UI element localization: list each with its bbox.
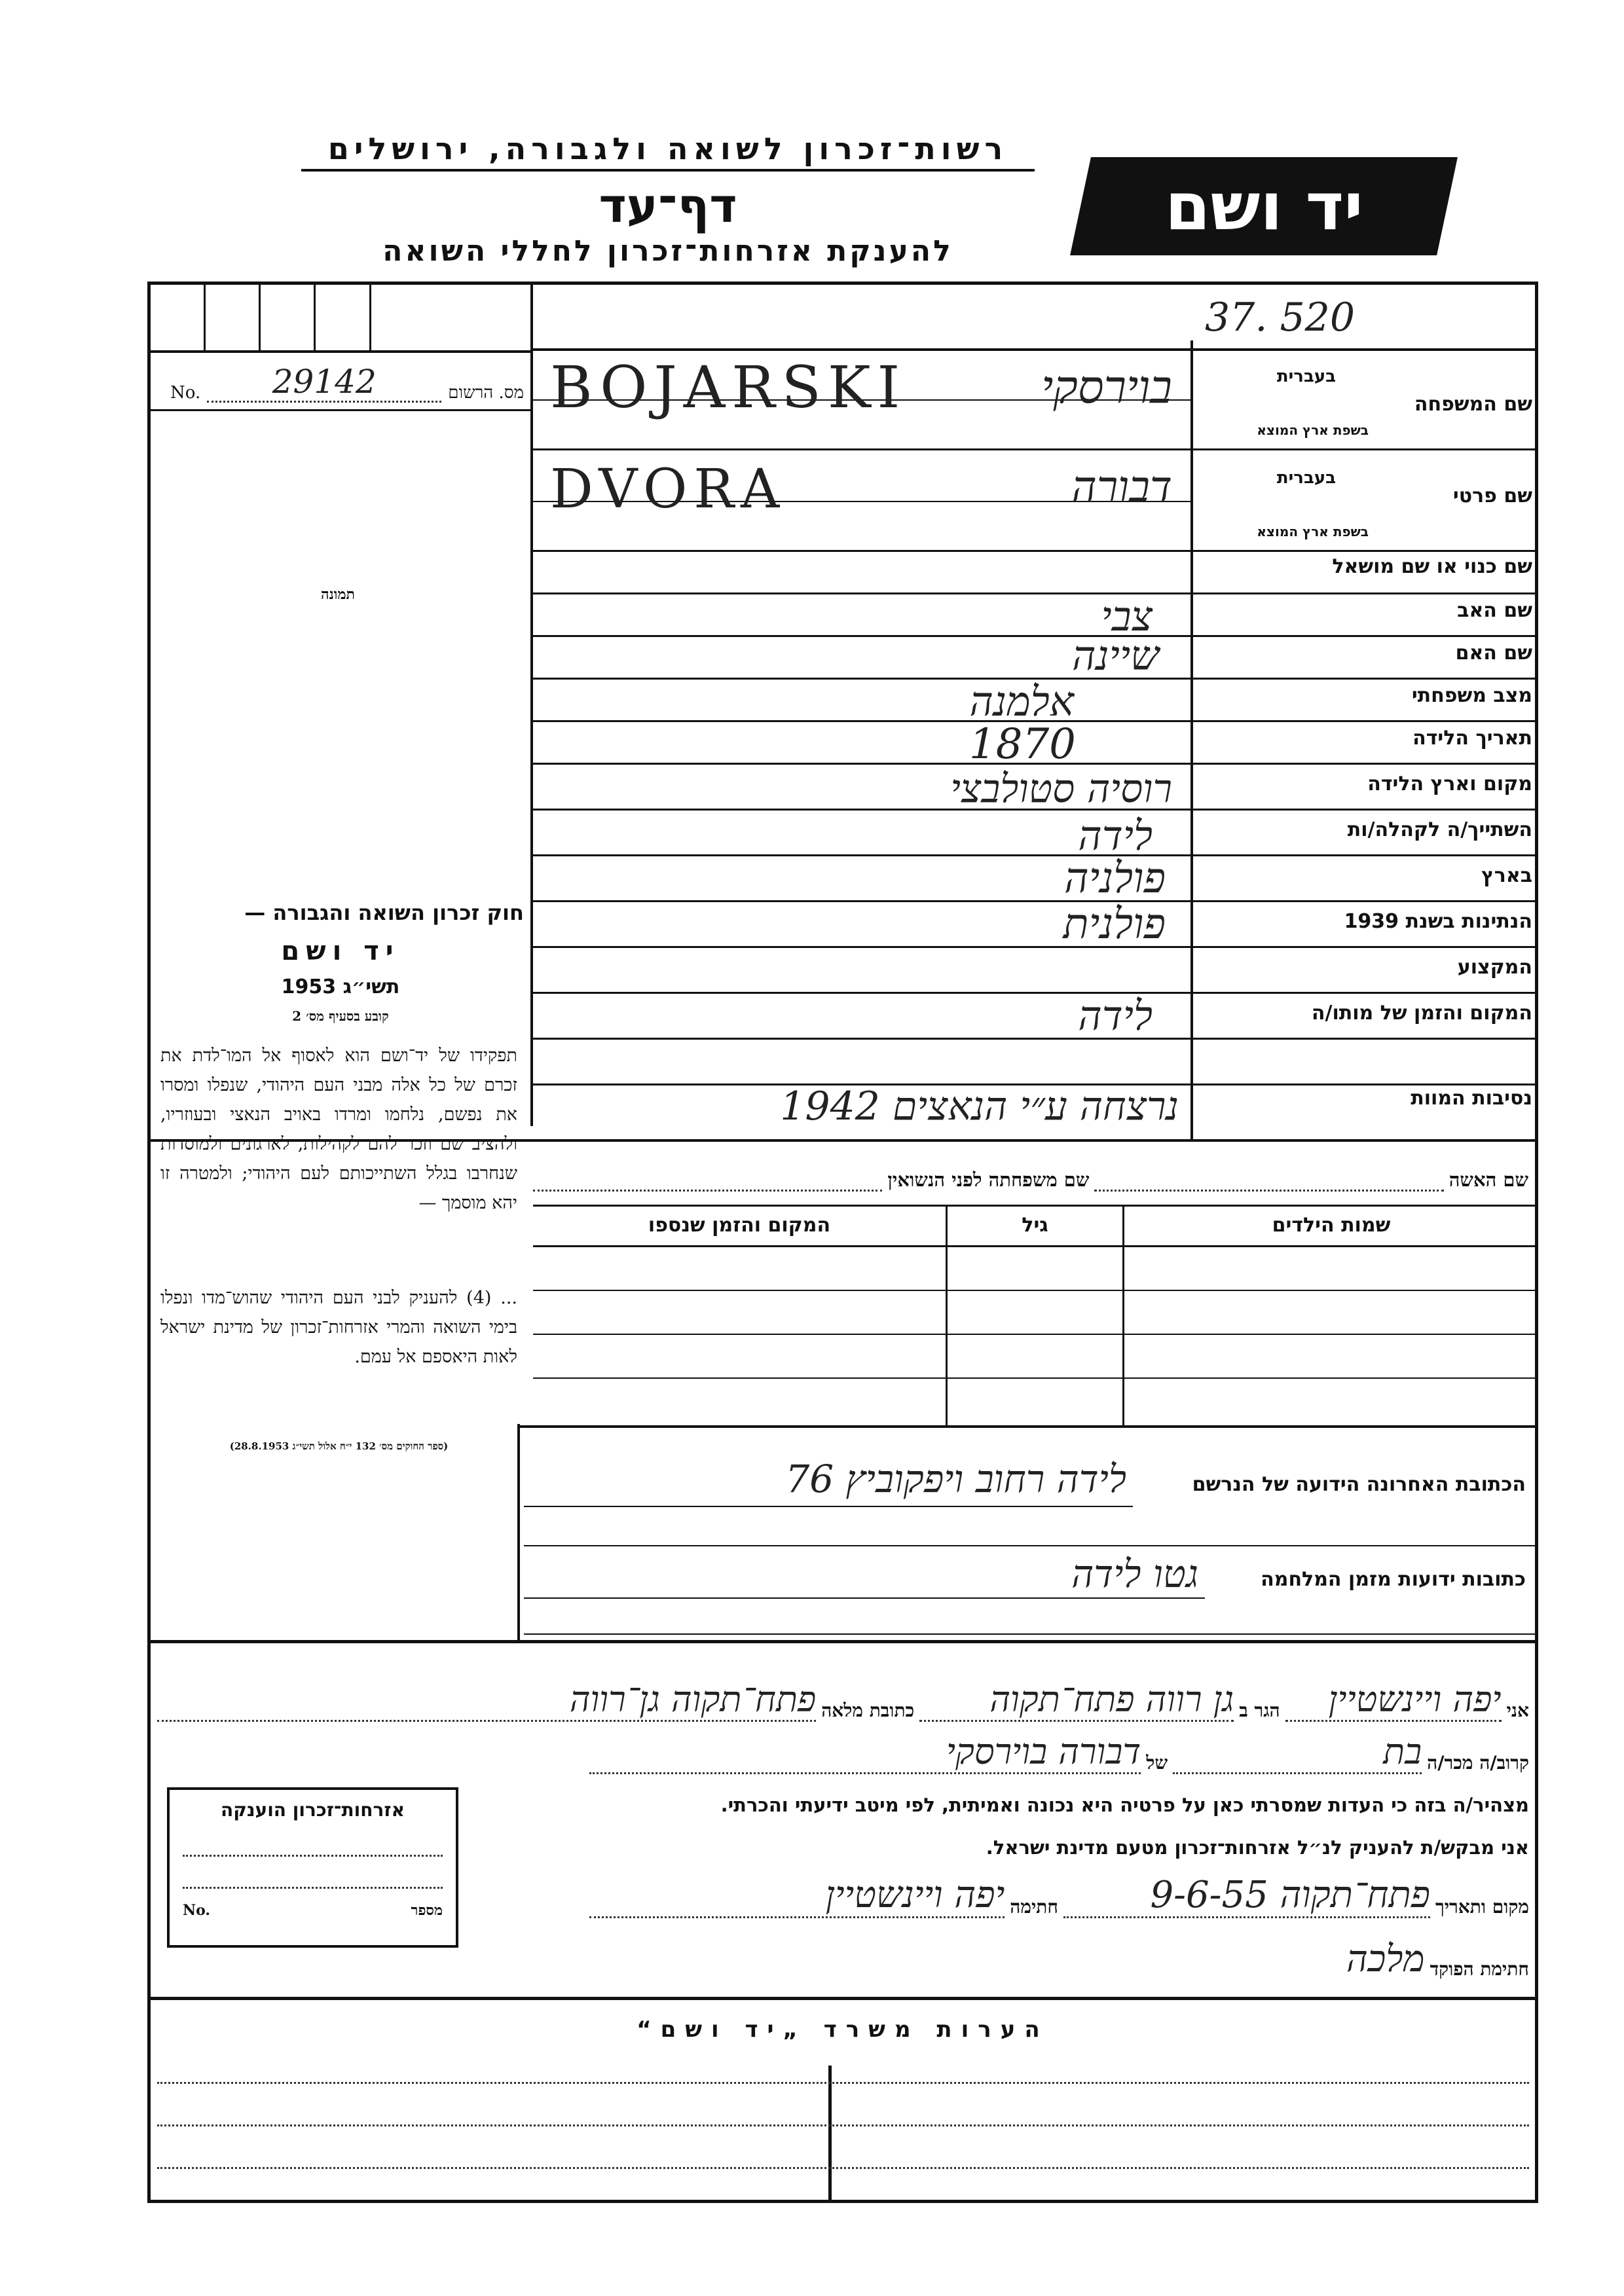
declaration-line-5	[589, 1869, 1529, 1918]
citizenship-no-label: No.	[183, 1902, 211, 1919]
death-circumstances-label: נסיבות המוות	[1411, 1087, 1532, 1110]
office-notes-title: הערות משרד „יד ושם“	[637, 2016, 1049, 2043]
law-reference: (ספר החוקים מס׳ 132 י״ח אלול תשי״ג 28.8.1953)	[229, 1440, 449, 1452]
photo-label: תמונה	[321, 586, 355, 603]
surname-hebrew-label: בעברית	[1276, 367, 1336, 386]
country-value: פולניה	[1064, 854, 1166, 903]
law-text-2: ... (4) להעניק לבני העם היהודי שהוש־מדו ונפלו בימי השואה והמרי אזרחות־זכרון של מדינת ישראל לאות היאספם אל עמם.	[160, 1288, 517, 1367]
law-title: חוק זכרון השואה והגבורה —	[244, 900, 524, 925]
reg-no-value: 29142	[207, 363, 441, 403]
law-clause: קובע בסעיף מס׳ 2	[292, 1008, 389, 1024]
death-place-value: לידה	[1078, 992, 1153, 1040]
clerk-signature-value: מלכה	[1346, 1938, 1425, 1980]
citizenship-1939-label: הנתינות בשנת 1939	[1344, 910, 1532, 933]
col-place-time: המקום והזמן שנספו	[648, 1214, 831, 1237]
marital-status-label: מצב משפחתי	[1411, 684, 1532, 707]
last-address-value: לידה רחוב ויפקוביץ 76	[785, 1457, 1126, 1501]
citizenship-number-label: מספר	[411, 1902, 443, 1919]
resident-value: גן רווה פתח־תקוה	[919, 1679, 1234, 1722]
birthplace-label: מקום וארץ הלידה	[1367, 773, 1532, 795]
citizenship-granted-box	[167, 1787, 458, 1948]
relation-label: קרוב/ה מכר/ה	[1427, 1752, 1529, 1774]
full-address-value: פתח־תקוה גן־רווה	[157, 1679, 816, 1722]
col-children-names: שמות הילדים	[1272, 1214, 1391, 1237]
marital-status-value: אלמנה	[969, 678, 1074, 725]
firstname-origin-label: בשפת ארץ המוצא	[1257, 524, 1369, 539]
of-label: של	[1146, 1752, 1168, 1774]
relation-value: בת	[1173, 1731, 1422, 1774]
maiden-name-field	[533, 1190, 882, 1192]
war-address-label: כתובות ידועות מזמן המלחמה	[1261, 1568, 1526, 1591]
last-address-label: הכתובת האחרונה הידועה של הנרשם	[1192, 1473, 1526, 1496]
surname-hebrew-value: בוירסקי	[1041, 360, 1172, 414]
war-address-value: גטו לידה	[1071, 1552, 1198, 1596]
declaration-line-6	[367, 1935, 1529, 1980]
clerk-signature-label: חתימת הפוקד	[1430, 1958, 1529, 1980]
nickname-label: שם כנוי או שם מושאל	[1332, 555, 1532, 578]
community-label: השתייך/ה לקהלה/ות	[1347, 818, 1532, 841]
signature-value: יפה ויינשטיין	[589, 1874, 1005, 1918]
declaration-statement: מצהיר/ה בזה כי העדות שמסרתי כאן על פרטיה היא נכונה ואמיתית, לפי מיטב ידיעתי והכרתי.	[720, 1794, 1529, 1816]
birthplace-value: רוסיה סטולבצי	[950, 766, 1172, 812]
community-value: לידה	[1078, 812, 1153, 860]
declarant-name: יפה ויינשטיין	[1285, 1679, 1502, 1722]
mother-label: שם האם	[1455, 642, 1532, 665]
declaration-request: אני מבקש/ת להעניק לנ״ל אזרחות־זכרון מטעם מדינת ישראל.	[986, 1836, 1529, 1859]
children-table	[533, 1206, 1538, 1425]
death-place-label: המקום והזמן של מותו/ה	[1311, 1002, 1532, 1025]
father-label: שם האב	[1457, 599, 1532, 622]
resident-label: הגר ב	[1239, 1700, 1280, 1721]
death-circumstances-value: נרצחה ע״י הנאצים 1942	[780, 1084, 1179, 1129]
country-label: בארץ	[1481, 864, 1532, 887]
law-text-1: תפקידו של יד־ושם הוא לאסוף אל המו־לדת את זכרם של כל אלה מבני העם היהודי, שנפלו ומסרו את נפשם, נלחמו ומרדו באויב הנאצי ובעוזריו, ולהציב שם וזכר להם לקהילות, לארגונים ולמוסדות שנחרבו בגלל השתייכותם לעם היהודי; ולמטרה זו יהא מוסמך —	[160, 1046, 517, 1213]
surname-origin-label: בשפת ארץ המוצא	[1257, 422, 1369, 438]
place-date-value: פתח־תקוה 9-6-55	[1063, 1874, 1430, 1918]
reg-no-label: No.	[170, 383, 201, 403]
form-subtitle: להענקת אזרחות־זכרון לחללי השואה	[382, 234, 953, 268]
firstname-hebrew-value: דבורה	[1071, 462, 1172, 512]
law-org: יד ושם	[281, 936, 400, 966]
declaration-line-1	[157, 1676, 1529, 1722]
birthdate-label: תאריך הלידה	[1412, 727, 1532, 750]
office-notes-lines	[157, 2062, 1529, 2200]
mother-value: שיינה	[1072, 632, 1159, 680]
full-address-label: כתובת מלאה	[821, 1700, 915, 1721]
firstname-hebrew-label: בעברית	[1276, 468, 1336, 488]
wife-label: שם האשה	[1449, 1169, 1528, 1191]
law-year: תשי״ג 1953	[281, 975, 400, 998]
father-value: צבי	[1101, 592, 1153, 640]
maiden-name-label: שם משפחתה לפני הנשואין	[887, 1169, 1090, 1191]
form-title: דף־עד	[599, 178, 737, 233]
place-date-label: מקום ותאריך	[1435, 1896, 1529, 1918]
declaration-line-2	[589, 1728, 1529, 1774]
birthdate-value: 1870	[969, 720, 1076, 769]
profession-label: המקצוע	[1457, 956, 1532, 979]
col-age: גיל	[1022, 1214, 1048, 1237]
logo-text: יד ושם	[1164, 168, 1363, 245]
citizenship-box-title: אזרחות־זכרון הוענקה	[221, 1799, 405, 1821]
tick-boxes	[151, 282, 530, 353]
citizenship-1939-value: פולנית	[1063, 900, 1166, 949]
of-value: דבורה בוירסקי	[589, 1731, 1141, 1774]
reg-label: מס. הרשום	[448, 383, 524, 403]
firstname-latin-value: DVORA	[550, 458, 786, 520]
registration-number	[170, 363, 524, 403]
handwritten-reference: 37. 520	[1205, 295, 1356, 340]
surname-label: שם המשפחה	[1414, 393, 1532, 416]
authority-title: רשות־זכרון לשואה ולגבורה, ירושלים	[301, 131, 1035, 172]
i-label: אני	[1506, 1700, 1529, 1721]
yad-vashem-logo	[1070, 157, 1458, 255]
signature-label: חתימה	[1010, 1896, 1058, 1918]
wife-field	[1094, 1190, 1443, 1192]
firstname-label: שם פרטי	[1452, 484, 1532, 507]
surname-latin-value: BOJARSKI	[550, 354, 907, 421]
spouse-row	[533, 1159, 1528, 1192]
